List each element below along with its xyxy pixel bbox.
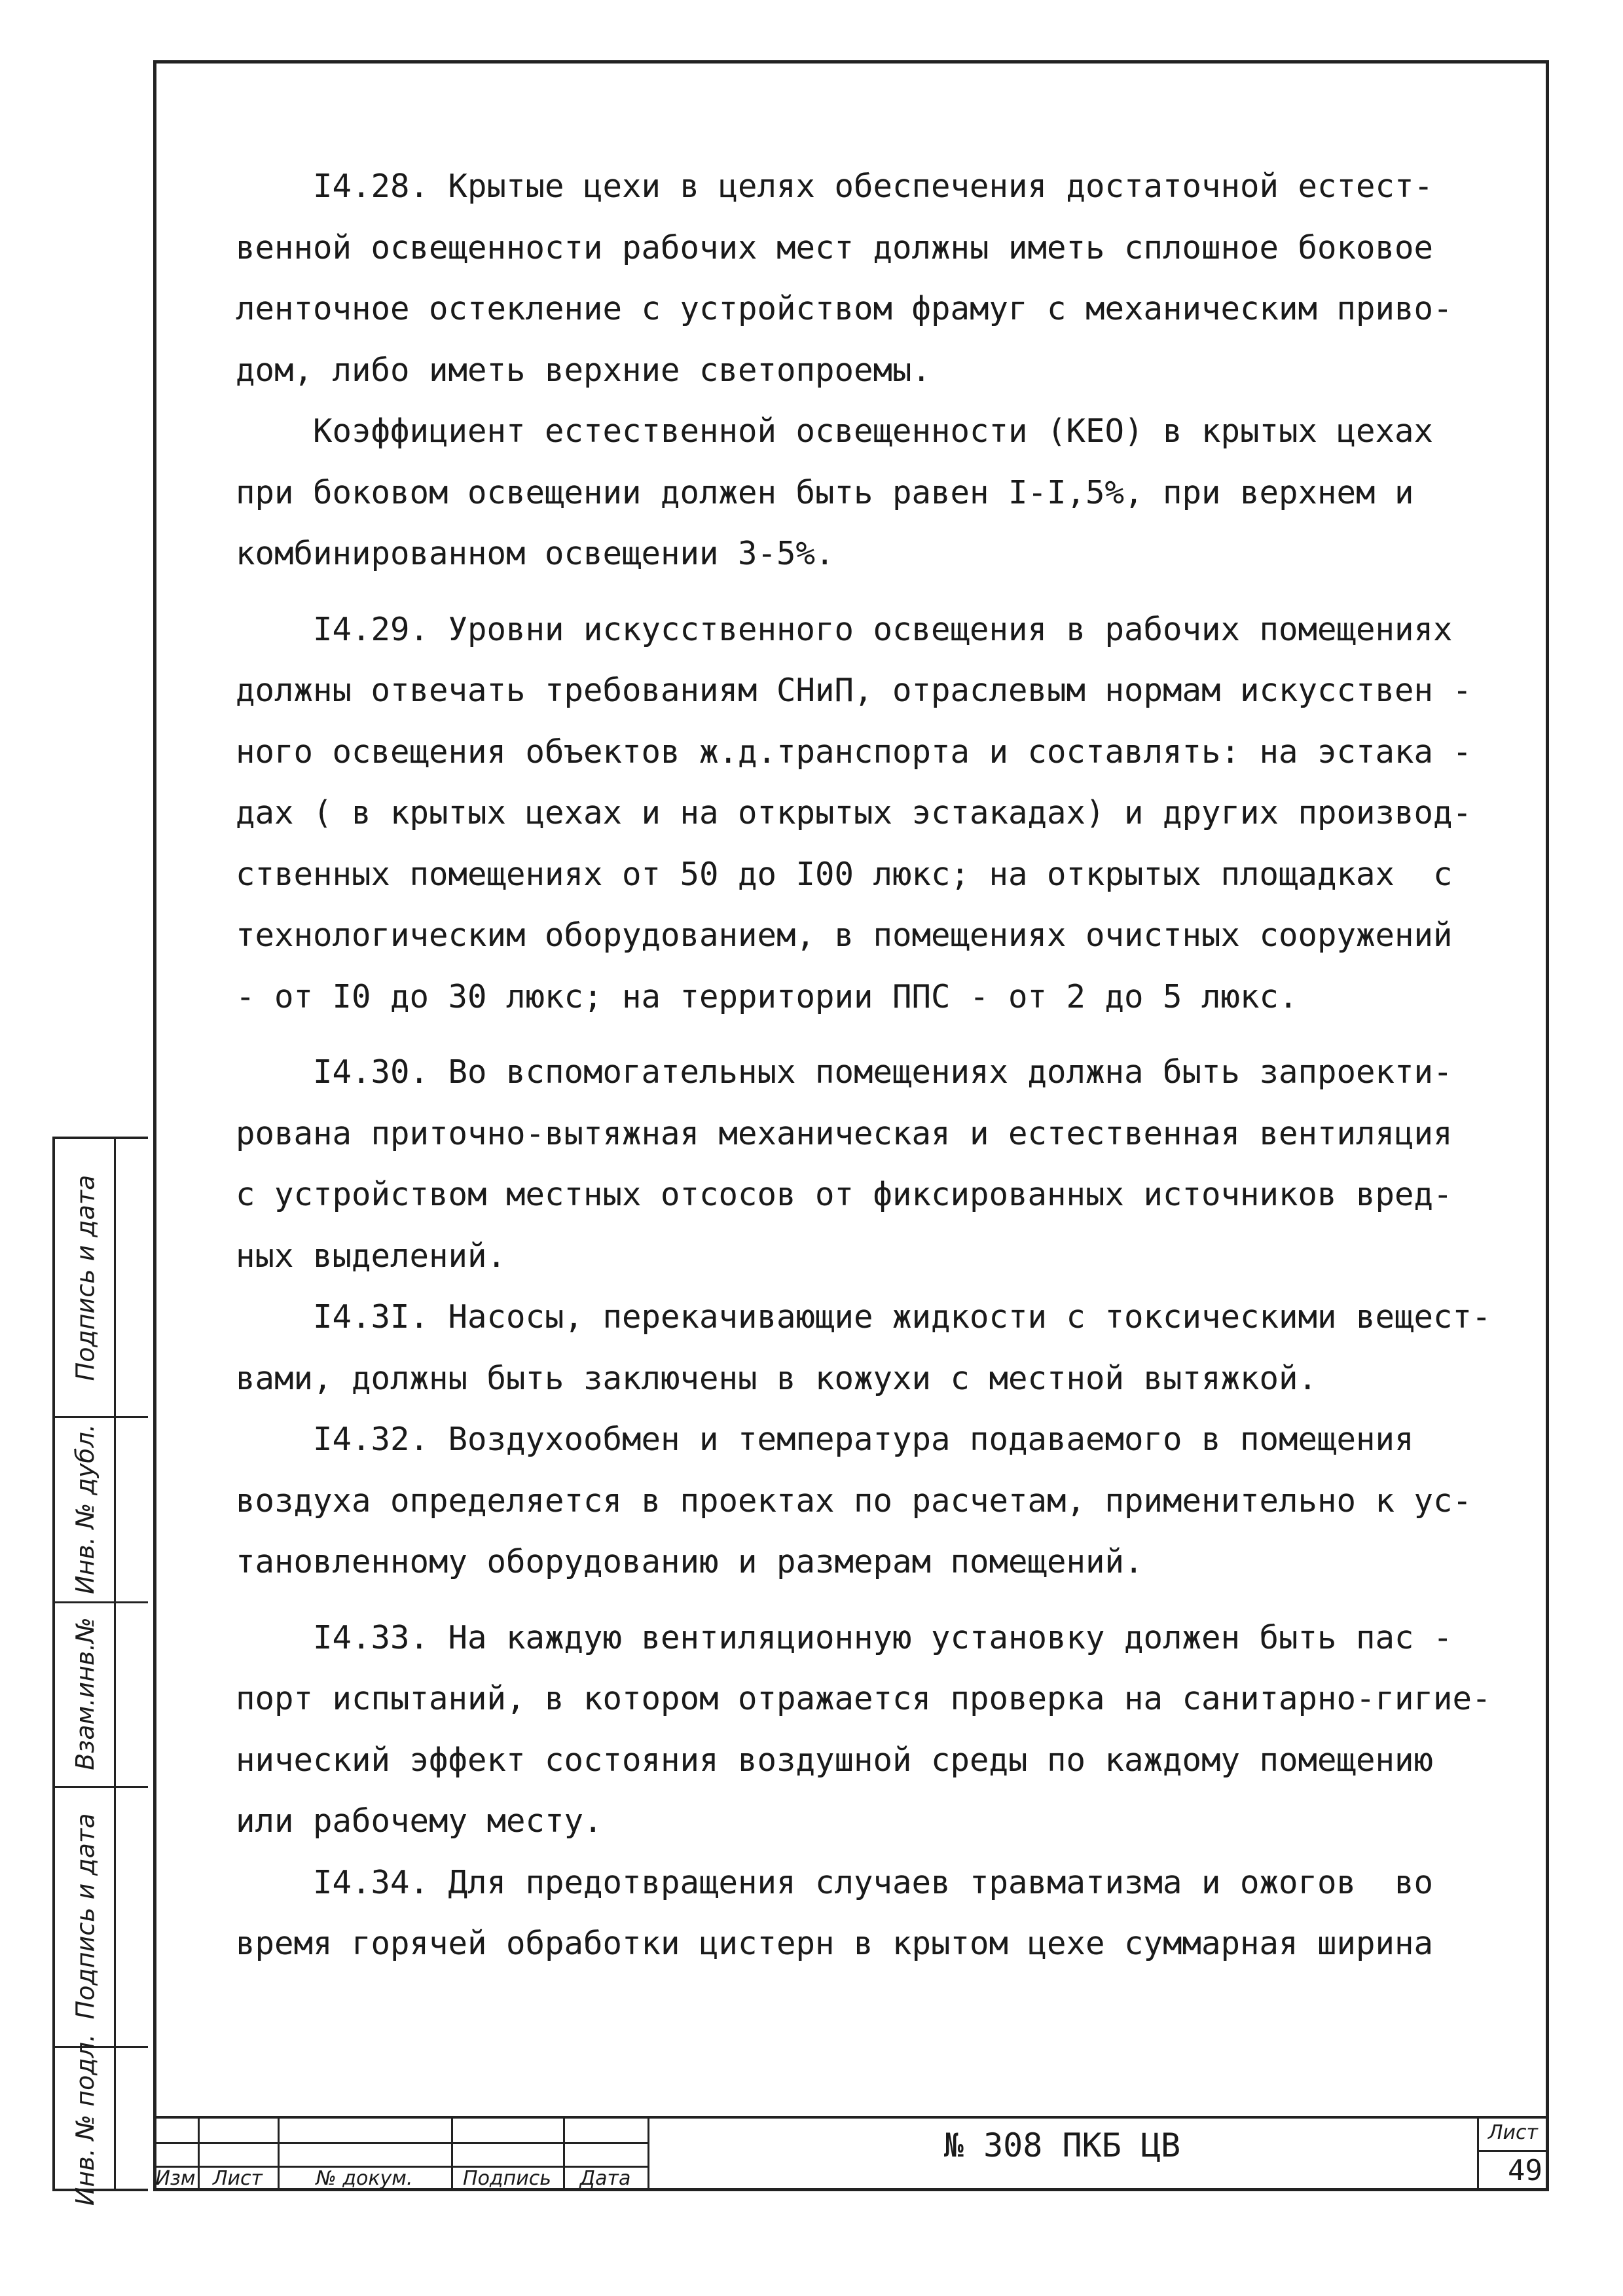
text-line: Коэффициент естественной освещенности (КЕО) в крытых цехах [236,412,1434,450]
text-line: I4.3I. Насосы, перекачивающие жидкости с токсическими вещест- [236,1298,1491,1336]
text-line: I4.29. Уровни искусственного освещения в рабочих помещениях [236,610,1453,648]
paragraph-14-28 [236,156,1519,401]
title-block-row-line [153,2142,647,2144]
text-line: рована приточно-вытяжная механическая и естественная вентиляция [236,1114,1453,1152]
text-line: с устройством местных отсосов от фиксированных источников вред- [236,1176,1453,1213]
text-line: дах ( в крытых цехах и на открытых эстакадах) и других производ- [236,794,1472,831]
text-line: или рабочему месту. [236,1802,603,1840]
title-block [153,2116,1549,2191]
sheet-cell [1477,2119,1549,2191]
text-line: тановленному оборудованию и размерам помещений. [236,1543,1144,1580]
text-line: порт испытаний, в котором отражается проверка на санитарно-гигие- [236,1680,1491,1717]
side-label-original-inventory: Инв. № подл. [71,2033,100,2206]
doc-number-cell [647,2119,1477,2191]
side-label-signature-date: Подпись и дата [71,1175,100,1381]
paragraph-14-31 [236,1286,1519,1409]
paragraph-14-29 [236,599,1519,1028]
col-label-change: Изм [155,2166,196,2190]
text-line: I4.28. Крытые цехи в целях обеспечения достаточной естест- [236,168,1434,205]
text-line: комбинированном освещении 3-5%. [236,535,835,572]
paragraph-14-34 [236,1852,1519,1975]
paragraph-14-33 [236,1607,1519,1852]
text-line: I4.33. На каждую вентиляционную установку должен быть пас - [236,1618,1453,1656]
paragraph-keo [236,401,1519,585]
text-line: ленточное остекление с устройством фрамуг с механическим приво- [236,290,1453,327]
text-line: ного освещения объектов ж.д.транспорта и составлять: на эстака - [236,733,1472,771]
text-line: ных выделений. [236,1237,507,1275]
text-line: дом, либо иметь верхние светопроемы. [236,351,932,389]
text-line: I4.30. Во вспомогательных помещениях должна быть запроекти- [236,1053,1453,1091]
paragraph-14-32 [236,1409,1519,1593]
text-line: технологическим оборудованием, в помещениях очистных сооружений [236,917,1453,954]
col-label-date: Дата [579,2166,631,2190]
text-line: время горячей обработки цистерн в крытом цехе суммарная ширина [236,1925,1434,1962]
document-body [236,156,1519,1975]
col-label-signature: Подпись [463,2166,551,2190]
side-label-dup-inventory: Инв. № дубл. [71,1423,100,1594]
text-line: должны отвечать требованиям СНиП, отраслевым нормам искусствен - [236,672,1472,709]
document-number: № 308 ПКБ ЦВ [943,2126,1181,2164]
side-label-signature-date-2: Подпись и дата [71,1813,100,2019]
text-line: - от I0 до 30 люкс; на территории ППС - от 2 до 5 люкс. [236,977,1298,1015]
text-line: венной освещенности рабочих мест должны иметь сплошное боковое [236,228,1434,266]
text-line: I4.34. Для предотвращения случаев травматизма и ожогов во [236,1863,1434,1901]
sheet-label: Лист [1487,2121,1539,2144]
side-stamp [52,1137,148,2206]
text-line: нический эффект состояния воздушной среды по каждому помещению [236,1741,1434,1779]
sheet-number: 49 [1508,2154,1542,2187]
text-line: вами, должны быть заключены в кожухи с местной вытяжкой. [236,1359,1318,1397]
text-line: при боковом освещении должен быть равен I-I,5%, при верхнем и [236,473,1414,511]
text-line: воздуха определяется в проектах по расчетам, применительно к ус- [236,1482,1472,1520]
text-line: I4.32. Воздухообмен и температура подаваемого в помещения [236,1421,1414,1458]
paragraph-14-30 [236,1042,1519,1286]
col-label-doc-number: № докум. [316,2166,413,2190]
text-line: ственных помещениях от 50 до I00 люкс; на открытых площадках с [236,855,1453,893]
side-label-replacement-inventory: Взам.инв.№ [71,1617,100,1770]
col-label-sheet: Лист [212,2166,263,2190]
